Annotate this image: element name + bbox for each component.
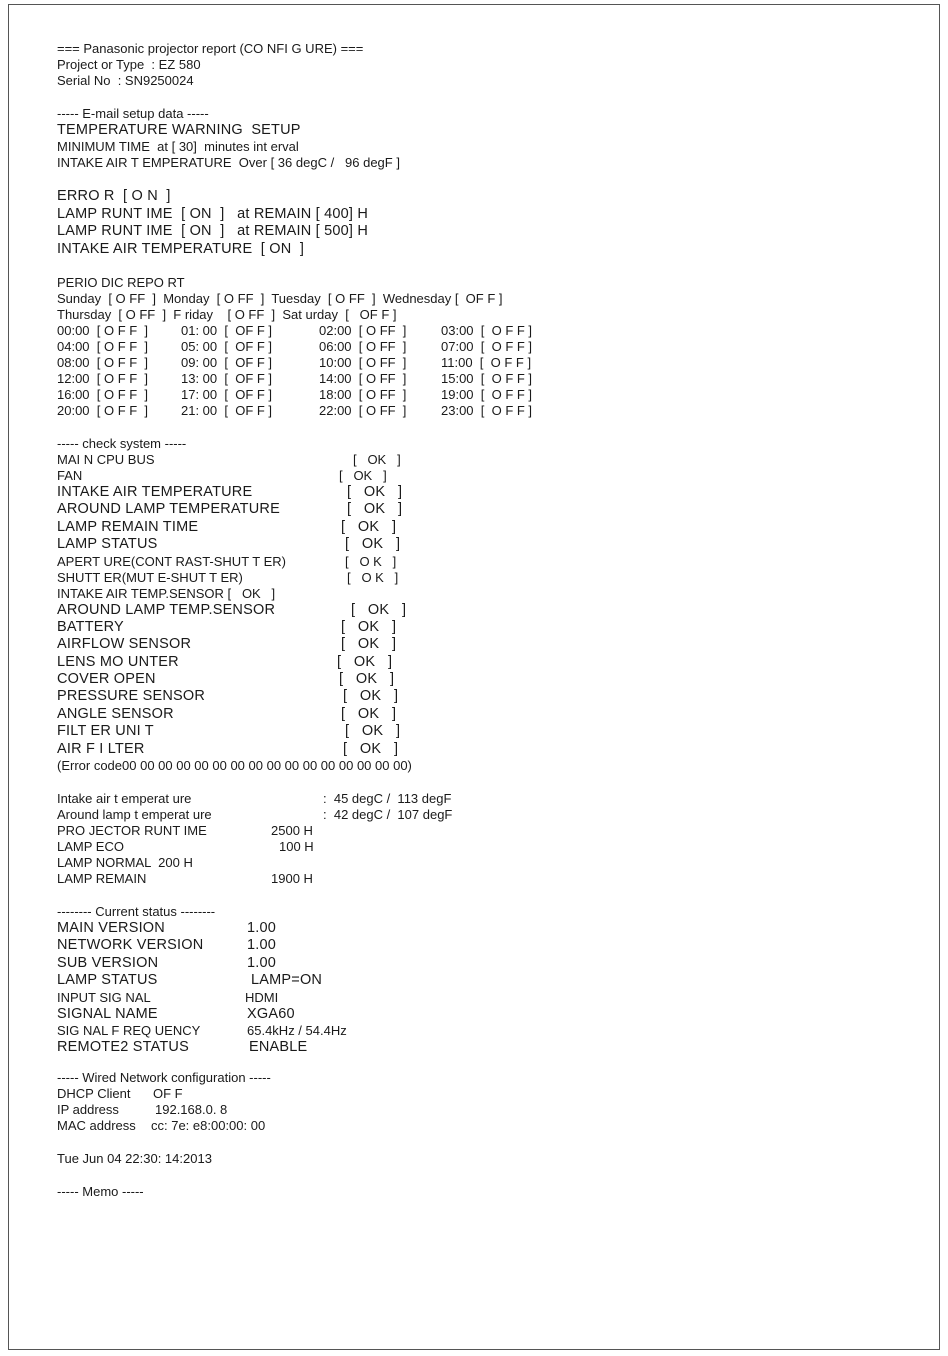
hour-cell: 02:00 [ O FF ] bbox=[319, 322, 407, 338]
hour-cell: 20:00 [ O F F ] bbox=[57, 402, 149, 418]
status-value: LAMP=ON bbox=[251, 972, 323, 989]
check-status: [ OK ] bbox=[351, 601, 407, 618]
hour-cell: 14:00 [ O FF ] bbox=[319, 370, 407, 386]
check-row bbox=[57, 602, 917, 619]
hour-cell: 16:00 [ O F F ] bbox=[57, 386, 149, 402]
status-label: SUB VERSION bbox=[57, 954, 159, 971]
around-temp-value: : 42 degC / 107 degF bbox=[323, 807, 453, 823]
project-type: Project or Type : EZ 580 bbox=[57, 57, 201, 72]
check-label: COVER OPEN bbox=[57, 671, 156, 688]
hour-row bbox=[57, 371, 917, 387]
lamp-eco-label: LAMP ECO bbox=[57, 839, 124, 855]
around-temp-row bbox=[57, 807, 917, 823]
status-label: SIGNAL NAME bbox=[57, 1005, 158, 1022]
status-value: HDMI bbox=[245, 989, 279, 1005]
status-label: NETWORK VERSION bbox=[57, 937, 204, 954]
check-row bbox=[57, 484, 917, 501]
intake-temp-value: : 45 degC / 113 degF bbox=[323, 791, 452, 807]
check-row bbox=[57, 501, 917, 518]
check-row bbox=[57, 570, 917, 586]
report-title: === Panasonic projector report (CO NFI G URE) === bbox=[57, 41, 364, 56]
runtime-row bbox=[57, 823, 917, 839]
periodic-days-2: Thursday [ O FF ] F riday [ O FF ] Sat urday [ OF F ] bbox=[57, 306, 397, 322]
hour-cell: 06:00 [ O FF ] bbox=[319, 338, 407, 354]
report-date: Tue Jun 04 22:30: 14:2013 bbox=[57, 1151, 212, 1167]
check-status: [ OK ] bbox=[347, 501, 403, 518]
dhcp-label: DHCP Client bbox=[57, 1086, 131, 1102]
check-status: [ OK ] bbox=[353, 451, 401, 467]
hour-cell: 05: 00 [ OF F ] bbox=[181, 338, 273, 354]
check-row bbox=[57, 636, 917, 653]
check-status: [ OK ] bbox=[345, 723, 401, 740]
status-label: INPUT SIG NAL bbox=[57, 989, 151, 1005]
check-row bbox=[57, 619, 917, 636]
status-row bbox=[57, 920, 917, 937]
check-label: LAMP STATUS bbox=[57, 536, 158, 553]
hour-row bbox=[57, 339, 917, 355]
check-row bbox=[57, 741, 917, 758]
periodic-heading: PERIO DIC REPO RT bbox=[57, 274, 185, 290]
hour-row bbox=[57, 355, 917, 371]
hour-cell: 12:00 [ O F F ] bbox=[57, 370, 149, 386]
check-status: [ OK ] bbox=[347, 483, 403, 500]
hour-cell: 03:00 [ O F F ] bbox=[441, 322, 533, 338]
hour-cell: 09: 00 [ OF F ] bbox=[181, 354, 273, 370]
mac-value: cc: 7e: e8:00:00: 00 bbox=[151, 1118, 266, 1134]
status-value: 1.00 bbox=[247, 954, 277, 971]
check-label: PRESSURE SENSOR bbox=[57, 688, 206, 705]
hour-cell: 17: 00 [ OF F ] bbox=[181, 386, 273, 402]
dhcp-value: OF F bbox=[153, 1086, 183, 1102]
status-label: MAIN VERSION bbox=[57, 920, 165, 937]
hour-cell: 10:00 [ O FF ] bbox=[319, 354, 407, 370]
status-value: XGA60 bbox=[247, 1005, 295, 1022]
check-status: [ OK ] bbox=[341, 705, 397, 722]
ip-row bbox=[57, 1102, 917, 1118]
hour-row bbox=[57, 323, 917, 339]
hour-cell: 22:00 [ O FF ] bbox=[319, 402, 407, 418]
around-temp-label: Around lamp t emperat ure bbox=[57, 807, 212, 823]
lamp-remain-value: 1900 H bbox=[271, 871, 313, 887]
memo-heading: ----- Memo ----- bbox=[57, 1184, 144, 1200]
status-label: REMOTE2 STATUS bbox=[57, 1038, 189, 1055]
check-row bbox=[57, 452, 917, 468]
status-heading: -------- Current status -------- bbox=[57, 904, 216, 920]
ip-label: IP address bbox=[57, 1102, 119, 1118]
check-row bbox=[57, 654, 917, 671]
check-label: AROUND LAMP TEMP.SENSOR bbox=[57, 601, 276, 618]
hour-cell: 08:00 [ O F F ] bbox=[57, 354, 149, 370]
check-status: [ OK ] bbox=[343, 688, 399, 705]
check-status: [ O K ] bbox=[345, 553, 397, 569]
email-heading: ----- E-mail setup data ----- bbox=[57, 106, 209, 121]
temp-warning-setup: TEMPERATURE WARNING SETUP bbox=[57, 122, 301, 138]
hour-cell: 07:00 [ O F F ] bbox=[441, 338, 533, 354]
lamp-remain-label: LAMP REMAIN bbox=[57, 871, 147, 887]
check-label: INTAKE AIR TEMP.SENSOR [ OK ] bbox=[57, 585, 276, 601]
hour-cell: 21: 00 [ OF F ] bbox=[181, 402, 273, 418]
hour-cell: 18:00 [ O FF ] bbox=[319, 386, 407, 402]
check-label: LENS MO UNTER bbox=[57, 653, 179, 670]
hour-cell: 15:00 [ O F F ] bbox=[441, 370, 533, 386]
status-row bbox=[57, 1039, 917, 1056]
check-row bbox=[57, 536, 917, 553]
check-label: APERT URE(CONT RAST-SHUT T ER) bbox=[57, 553, 286, 569]
hour-cell: 23:00 [ O F F ] bbox=[441, 402, 533, 418]
hour-cell: 00:00 [ O F F ] bbox=[57, 322, 149, 338]
hour-cell: 11:00 [ O F F ] bbox=[441, 354, 532, 370]
projector-report bbox=[57, 41, 917, 1200]
check-status: [ OK ] bbox=[341, 636, 397, 653]
hour-row bbox=[57, 387, 917, 403]
check-row bbox=[57, 706, 917, 723]
status-row bbox=[57, 1006, 917, 1023]
check-row bbox=[57, 519, 917, 536]
check-label: SHUTT ER(MUT E-SHUT T ER) bbox=[57, 569, 243, 585]
status-label: LAMP STATUS bbox=[57, 972, 158, 989]
lamp-remain-row bbox=[57, 871, 917, 887]
mac-label: MAC address bbox=[57, 1118, 136, 1134]
check-status: [ OK ] bbox=[343, 740, 399, 757]
status-value: ENABLE bbox=[249, 1038, 308, 1055]
lamp-runtime-2: LAMP RUNT IME [ ON ] at REMAIN [ 500] H bbox=[57, 223, 369, 240]
lamp-runtime-1: LAMP RUNT IME [ ON ] at REMAIN [ 400] H bbox=[57, 205, 369, 222]
check-status: [ OK ] bbox=[339, 467, 387, 483]
ip-value: 192.168.0. 8 bbox=[155, 1102, 228, 1118]
status-row bbox=[57, 955, 917, 972]
hour-cell: 19:00 [ O F F ] bbox=[441, 386, 533, 402]
error-setting: ERRO R [ O N ] bbox=[57, 188, 171, 205]
hour-cell: 04:00 [ O F F ] bbox=[57, 338, 149, 354]
check-label: LAMP REMAIN TIME bbox=[57, 518, 199, 535]
error-code: (Error code00 00 00 00 00 00 00 00 00 00 00 00 00 00 00 00) bbox=[57, 758, 412, 774]
intake-temp-label: Intake air t emperat ure bbox=[57, 791, 192, 807]
hour-row bbox=[57, 403, 917, 419]
check-row bbox=[57, 586, 917, 602]
minimum-time: MINIMUM TIME at [ 30] minutes int erval bbox=[57, 139, 299, 155]
check-label: AIR F I LTER bbox=[57, 740, 145, 757]
check-label: ANGLE SENSOR bbox=[57, 705, 174, 722]
check-status: [ OK ] bbox=[337, 653, 393, 670]
check-label: AIRFLOW SENSOR bbox=[57, 636, 192, 653]
status-row bbox=[57, 937, 917, 954]
intake-air-threshold: INTAKE AIR T EMPERATURE Over [ 36 degC / 96 degF ] bbox=[57, 155, 400, 171]
network-heading: ----- Wired Network configuration ----- bbox=[57, 1070, 271, 1086]
check-status: [ OK ] bbox=[341, 618, 397, 635]
check-heading: ----- check system ----- bbox=[57, 435, 187, 451]
dhcp-row bbox=[57, 1086, 917, 1102]
status-row bbox=[57, 990, 917, 1006]
check-status: [ OK ] bbox=[339, 671, 395, 688]
status-value: 1.00 bbox=[247, 937, 277, 954]
check-row bbox=[57, 723, 917, 740]
check-row bbox=[57, 671, 917, 688]
check-row bbox=[57, 554, 917, 570]
lamp-normal: LAMP NORMAL 200 H bbox=[57, 855, 193, 871]
status-label: SIG NAL F REQ UENCY bbox=[57, 1022, 201, 1038]
check-label: AROUND LAMP TEMPERATURE bbox=[57, 501, 280, 518]
check-status: [ O K ] bbox=[347, 569, 399, 585]
intake-air-temp-setting: INTAKE AIR TEMPERATURE [ ON ] bbox=[57, 240, 305, 257]
status-row bbox=[57, 972, 917, 989]
check-label: FAN bbox=[57, 467, 83, 483]
intake-temp-row bbox=[57, 791, 917, 807]
lamp-eco-value: 100 H bbox=[279, 839, 314, 855]
serial-number: Serial No : SN9250024 bbox=[57, 73, 194, 88]
check-label: MAI N CPU BUS bbox=[57, 451, 155, 467]
check-row bbox=[57, 688, 917, 705]
status-row bbox=[57, 1023, 917, 1039]
hour-cell: 01: 00 [ OF F ] bbox=[181, 322, 273, 338]
check-row bbox=[57, 468, 917, 484]
check-status: [ OK ] bbox=[341, 518, 397, 535]
check-label: INTAKE AIR TEMPERATURE bbox=[57, 483, 253, 500]
check-label: BATTERY bbox=[57, 618, 124, 635]
hour-cell: 13: 00 [ OF F ] bbox=[181, 370, 273, 386]
check-label: FILT ER UNI T bbox=[57, 723, 154, 740]
report-page bbox=[8, 4, 940, 1350]
status-value: 1.00 bbox=[247, 920, 277, 937]
lamp-eco-row bbox=[57, 839, 917, 855]
periodic-days-1: Sunday [ O FF ] Monday [ O FF ] Tuesday [ O FF ] Wednesday [ OF F ] bbox=[57, 290, 503, 306]
runtime-label: PRO JECTOR RUNT IME bbox=[57, 823, 207, 839]
mac-row bbox=[57, 1118, 917, 1134]
status-value: 65.4kHz / 54.4Hz bbox=[247, 1022, 347, 1038]
check-status: [ OK ] bbox=[345, 536, 401, 553]
runtime-value: 2500 H bbox=[271, 823, 313, 839]
